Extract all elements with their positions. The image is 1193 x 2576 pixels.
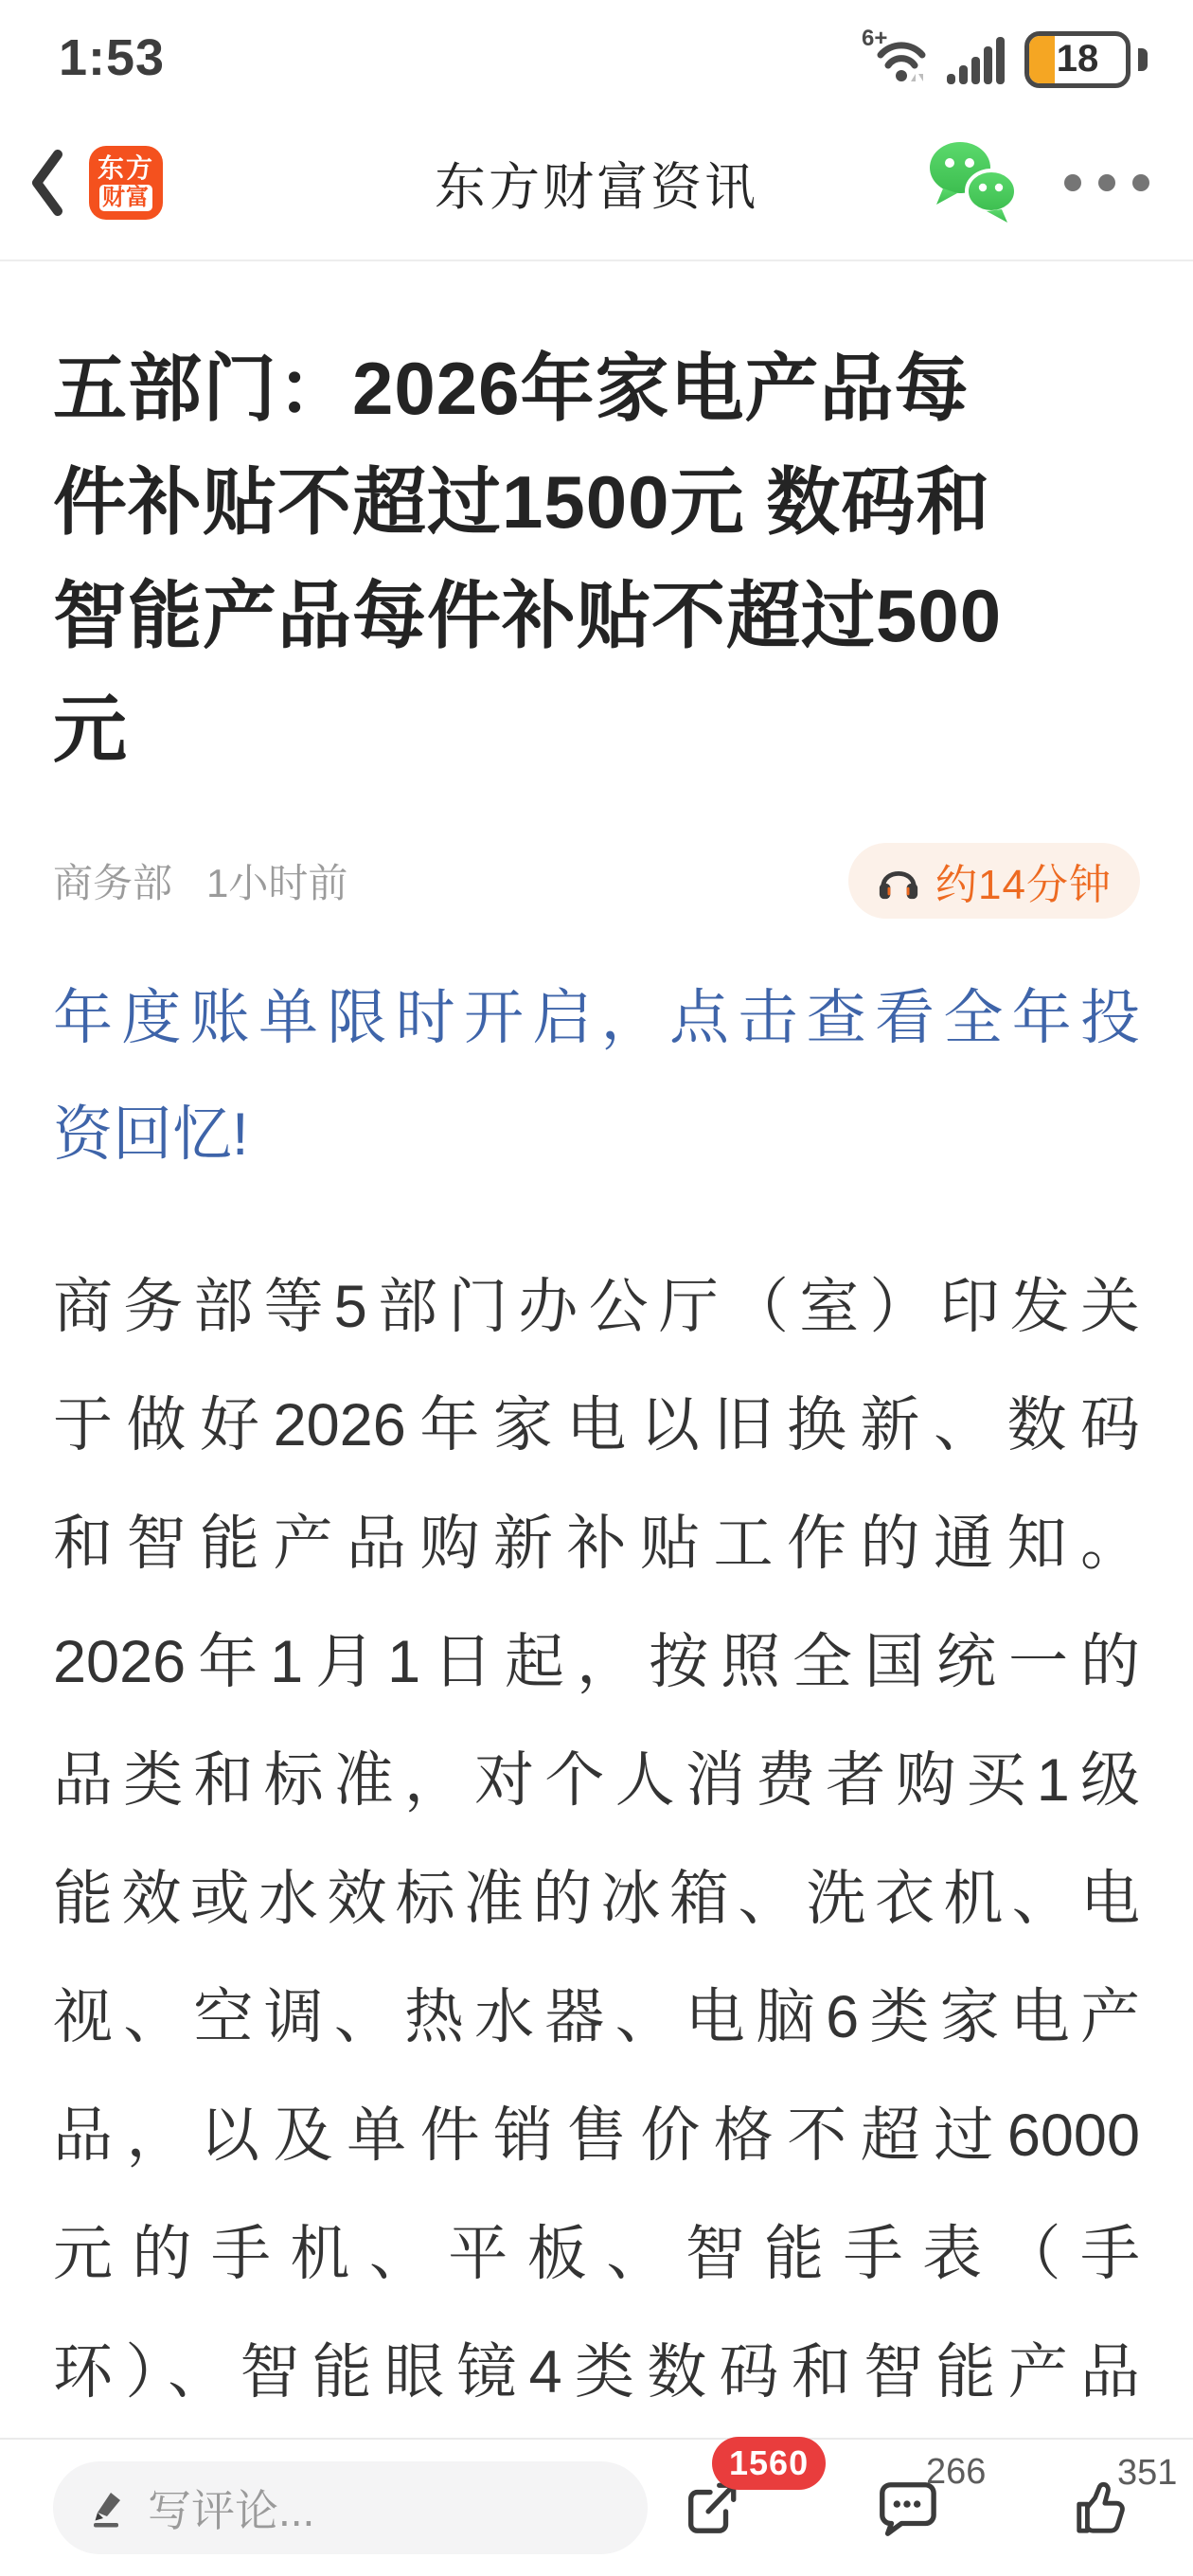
body-line: 品，以及单件销售价格不超过6000 (53, 2102, 1140, 2169)
title-line: 元 (53, 688, 129, 771)
back-button[interactable] (28, 148, 70, 218)
article-meta (53, 843, 1140, 919)
body-line: 能效或水效标准的冰箱、洗衣机、电 (53, 1866, 1140, 1932)
article-body (53, 1248, 1140, 2432)
comment-button[interactable] (875, 2452, 987, 2537)
back-chevron-icon (28, 149, 66, 217)
wechat-share-button[interactable] (926, 137, 1021, 229)
action-buttons (682, 2443, 1178, 2537)
battery-percent: 18 (1056, 38, 1099, 80)
header-actions (926, 137, 1149, 229)
audio-play-badge[interactable] (848, 843, 1140, 919)
promo-line: 年度账单限时开启，点击查看全年投 (53, 985, 1140, 1051)
share-count-badge: 1560 (712, 2437, 826, 2490)
promo-line: 资回忆! (53, 1101, 249, 1168)
body-line: 视、空调、热水器、电脑6类家电产 (53, 1984, 1140, 2050)
title-line: 智能产品每件补贴不超过500 (53, 574, 1003, 657)
signal-bars-icon (947, 34, 1006, 90)
headphones-icon (877, 859, 920, 903)
title-line: 件补贴不超过1500元 数码和 (53, 460, 991, 544)
page-title: 东方财富资讯 (435, 158, 758, 216)
article-timestamp: 1小时前 (206, 861, 348, 905)
like-count: 351 (1117, 2453, 1178, 2493)
body-line: 于做好2026年家电以旧换新、数码 (53, 1392, 1140, 1458)
more-dots-icon (1064, 174, 1081, 191)
promo-link[interactable] (53, 960, 1140, 1193)
battery-icon (1024, 31, 1131, 88)
body-line: 环）、智能眼镜4类数码和智能产品 (53, 2339, 1140, 2406)
status-icons (862, 27, 1148, 90)
share-button[interactable] (682, 2443, 810, 2537)
logo-text-bottom: 财富 (99, 185, 152, 211)
logo-text-top: 东方 (97, 152, 154, 183)
body-line: 元的手机、平板、智能手表（手 (53, 2221, 1140, 2287)
body-line: 2026年1月1日起，按照全国统一的 (53, 1629, 1140, 1695)
article-source: 商务部 (53, 861, 173, 905)
body-line: 商务部等5部门办公厅（室）印发关 (53, 1274, 1140, 1340)
body-line: 品类和标准，对个人消费者购买1级 (53, 1747, 1140, 1814)
comment-placeholder: 写评论... (148, 2486, 315, 2535)
title-line: 五部门：2026年家电产品每 (53, 347, 970, 430)
wifi-6plus-icon (862, 27, 928, 90)
pencil-icon (87, 2487, 127, 2529)
eastmoney-logo[interactable] (89, 146, 163, 220)
more-menu-button[interactable] (1064, 174, 1149, 191)
audio-duration-label: 约14分钟 (935, 862, 1112, 908)
article-title (53, 331, 1140, 786)
comment-count: 266 (926, 2452, 987, 2492)
battery-nub (1138, 48, 1148, 71)
comment-input[interactable] (53, 2461, 648, 2554)
wechat-icon (926, 137, 1021, 224)
wifi-label-glyph: 6+ (862, 26, 888, 51)
status-bar (0, 0, 1193, 106)
like-button[interactable] (1072, 2453, 1178, 2536)
bottom-bar (0, 2438, 1193, 2576)
article-content (0, 263, 1193, 2432)
body-line: 和智能产品购新补贴工作的通知。 (53, 1511, 1140, 1577)
clock: 1:53 (59, 29, 166, 86)
header (0, 106, 1193, 261)
